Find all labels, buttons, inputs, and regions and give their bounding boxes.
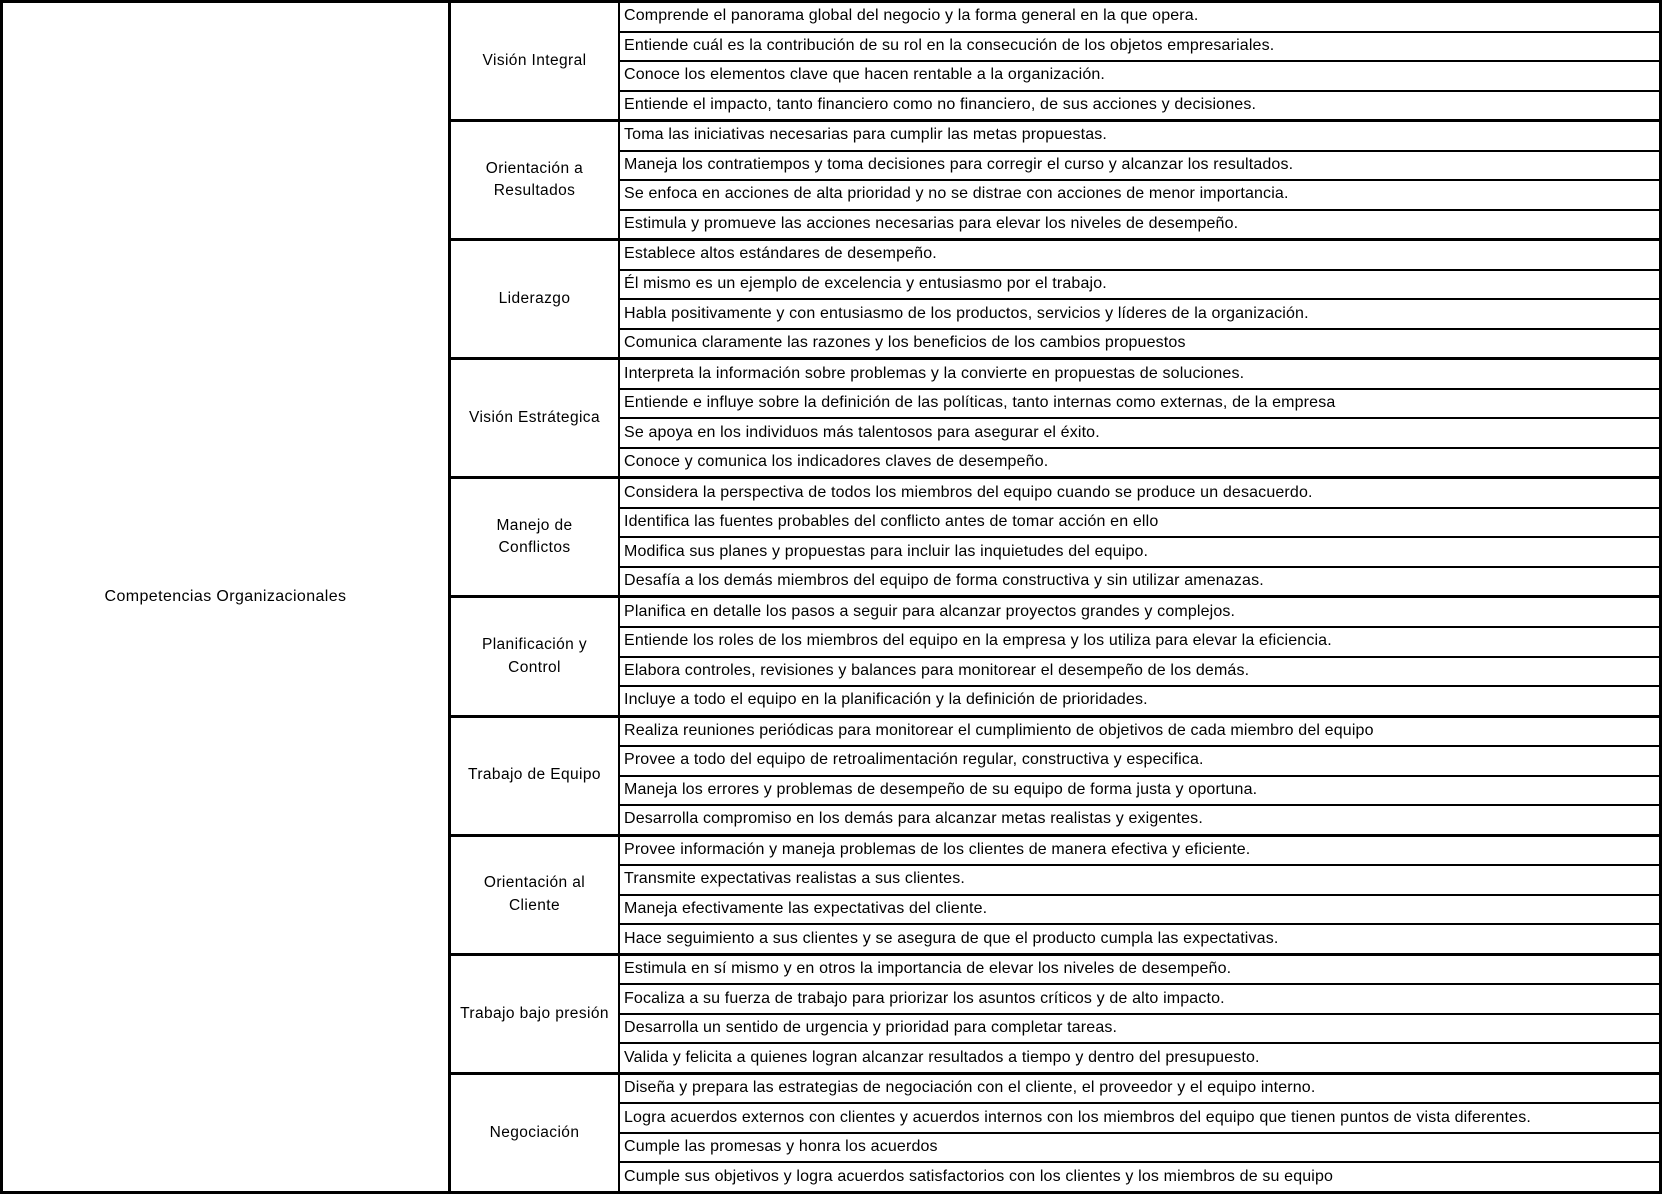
behavior-text: Maneja los contratiempos y toma decisiones para corregir el curso y alcanzar los resultados. (624, 155, 1294, 173)
behavior-text: Identifica las fuentes probables del conflicto antes de tomar acción en ello (624, 513, 1159, 531)
behavior-row (620, 360, 1659, 390)
competency-group (451, 598, 1659, 717)
competency-name-cell (451, 3, 620, 119)
behavior-row (620, 330, 1659, 358)
competency-name-cell (451, 241, 620, 357)
behavior-text: Desafía a los demás miembros del equipo de forma constructiva y sin utilizar amenazas. (624, 572, 1264, 590)
competency-group (451, 1075, 1659, 1191)
competency-group (451, 479, 1659, 598)
behavior-row (620, 1015, 1659, 1045)
behavior-text: Realiza reuniones periódicas para monitorear el cumplimiento de objetivos de cada miembro del equipo (624, 721, 1374, 739)
behavior-row (620, 568, 1659, 596)
behavior-row (620, 925, 1659, 953)
behavior-row (620, 509, 1659, 539)
competency-items (620, 837, 1659, 953)
behavior-row (620, 1134, 1659, 1164)
behavior-text: Se apoya en los individuos más talentosos para asegurar el éxito. (624, 423, 1100, 441)
behavior-row (620, 479, 1659, 509)
behavior-text: Diseña y prepara las estrategias de negociación con el cliente, el proveedor y el equipo interno. (624, 1079, 1316, 1097)
competency-items (620, 718, 1659, 834)
competency-name: Orientación al Cliente (483, 874, 586, 914)
competency-name: Manejo de Conflictos (496, 516, 573, 557)
behavior-text: Estimula en sí mismo y en otros la importancia de elevar los niveles de desempeño. (624, 960, 1232, 978)
behavior-text: Cumple las promesas y honra los acuerdos (624, 1138, 938, 1156)
behavior-row (620, 122, 1659, 152)
behavior-text: Él mismo es un ejemplo de excelencia y entusiasmo por el trabajo. (624, 274, 1107, 292)
behavior-text: Desarrolla un sentido de urgencia y prioridad para completar tareas. (624, 1019, 1118, 1037)
behavior-text: Cumple sus objetivos y logra acuerdos satisfactorios con los clientes y los miembros de su equipo (624, 1167, 1334, 1185)
behavior-row (620, 896, 1659, 926)
competency-items (620, 122, 1659, 238)
competency-name: Trabajo de Equipo (468, 766, 601, 784)
behavior-row (620, 718, 1659, 748)
behavior-text: Planifica en detalle los pasos a seguir para alcanzar proyectos grandes y complejos. (624, 602, 1236, 620)
behavior-text: Provee a todo del equipo de retroalimentación regular, constructiva y especifica. (624, 751, 1204, 769)
behavior-text: Maneja efectivamente las expectativas del cliente. (624, 899, 988, 917)
competency-group (451, 3, 1659, 122)
competency-name-cell (451, 122, 620, 238)
behavior-row (620, 181, 1659, 211)
competency-items (620, 3, 1659, 119)
behavior-text: Valida y felicita a quienes logran alcanzar resultados a tiempo y dentro del presupuesto. (624, 1048, 1260, 1066)
behavior-row (620, 1163, 1659, 1191)
behavior-row (620, 419, 1659, 449)
behavior-text: Comunica claramente las razones y los beneficios de los cambios propuestos (624, 334, 1186, 352)
behavior-row (620, 1044, 1659, 1072)
behavior-row (620, 300, 1659, 330)
competency-name-cell (451, 360, 620, 476)
behavior-row (620, 1075, 1659, 1105)
competency-items (620, 956, 1659, 1072)
behavior-text: Entiende e influye sobre la definición de las políticas, tanto internas como externas, de la empresa (624, 394, 1336, 412)
behavior-row (620, 837, 1659, 867)
competency-items (620, 241, 1659, 357)
category-label: Competencias Organizacionales (104, 588, 347, 605)
behavior-text: Desarrolla compromiso en los demás para alcanzar metas realistas y exigentes. (624, 810, 1203, 828)
behavior-row (620, 956, 1659, 986)
behavior-row (620, 628, 1659, 658)
competency-items (620, 360, 1659, 476)
competency-name-cell (451, 837, 620, 953)
competency-name-cell (451, 1075, 620, 1191)
competency-group (451, 837, 1659, 956)
behavior-row (620, 538, 1659, 568)
behavior-row (620, 598, 1659, 628)
category-cell (3, 3, 451, 1191)
competency-name: Orientación a Resultados (485, 159, 584, 200)
behavior-row (620, 152, 1659, 182)
competency-items (620, 1075, 1659, 1191)
behavior-text: Elabora controles, revisiones y balances para monitorear el desempeño de los demás. (624, 661, 1250, 679)
behavior-text: Focaliza a su fuerza de trabajo para priorizar los asuntos críticos y de alto impacto. (624, 989, 1225, 1007)
behavior-row (620, 1104, 1659, 1134)
behavior-text: Incluye a todo el equipo en la planificación y la definición de prioridades. (624, 691, 1148, 709)
behavior-text: Hace seguimiento a sus clientes y se asegura de que el producto cumpla las expectativas. (624, 929, 1279, 947)
competency-name-cell (451, 956, 620, 1072)
competency-items (620, 479, 1659, 595)
behavior-row (620, 33, 1659, 63)
behavior-row (620, 806, 1659, 834)
behavior-row (620, 687, 1659, 715)
behavior-text: Conoce y comunica los indicadores claves de desempeño. (624, 453, 1049, 471)
behavior-row (620, 211, 1659, 239)
competency-name: Negociación (489, 1123, 580, 1141)
competency-group (451, 956, 1659, 1075)
behavior-row (620, 747, 1659, 777)
behavior-row (620, 62, 1659, 92)
behavior-text: Se enfoca en acciones de alta prioridad y no se distrae con acciones de menor importancia. (624, 185, 1289, 203)
behavior-text: Estimula y promueve las acciones necesarias para elevar los niveles de desempeño. (624, 214, 1239, 232)
behavior-text: Establece altos estándares de desempeño. (624, 245, 937, 263)
behavior-text: Entiende cuál es la contribución de su rol en la consecución de los objetos empresariales. (624, 36, 1275, 54)
behavior-row (620, 777, 1659, 807)
behavior-row (620, 449, 1659, 477)
competency-name-cell (451, 598, 620, 714)
behavior-text: Considera la perspectiva de todos los miembros del equipo cuando se produce un desacuerdo. (624, 483, 1313, 501)
behavior-row (620, 3, 1659, 33)
competency-group (451, 360, 1659, 479)
behavior-text: Provee información y maneja problemas de los clientes de manera efectiva y eficiente. (624, 840, 1251, 858)
competency-name: Visión Estrátegica (469, 409, 600, 427)
competency-name: Liderazgo (498, 290, 571, 307)
behavior-text: Modifica sus planes y propuestas para incluir las inquietudes del equipo. (624, 542, 1149, 560)
behavior-text: Transmite expectativas realistas a sus clientes. (624, 870, 965, 888)
behavior-row (620, 985, 1659, 1015)
behavior-text: Logra acuerdos externos con clientes y acuerdos internos con los miembros del equipo que tienen puntos de vista diferentes. (624, 1108, 1531, 1126)
behavior-row (620, 92, 1659, 120)
behavior-text: Conoce los elementos clave que hacen rentable a la organización. (624, 66, 1106, 84)
behavior-row (620, 866, 1659, 896)
competency-group (451, 718, 1659, 837)
behavior-row (620, 271, 1659, 301)
competency-items (620, 598, 1659, 714)
behavior-text: Comprende el panorama global del negocio y la forma general en la que opera. (624, 7, 1199, 25)
behavior-text: Interpreta la información sobre problemas y la convierte en propuestas de soluciones. (624, 364, 1245, 382)
competency-name-cell (451, 479, 620, 595)
behavior-text: Toma las iniciativas necesarias para cumplir las metas propuestas. (624, 126, 1107, 144)
competency-group (451, 122, 1659, 241)
competency-name: Visión Integral (482, 51, 587, 69)
behavior-row (620, 658, 1659, 688)
groups-container (451, 3, 1659, 1191)
competency-name-cell (451, 718, 620, 834)
competency-group (451, 241, 1659, 360)
behavior-text: Entiende los roles de los miembros del equipo en la empresa y los utiliza para elevar la eficiencia. (624, 632, 1332, 650)
competency-name: Trabajo bajo presión (460, 1004, 609, 1022)
behavior-text: Maneja los errores y problemas de desempeño de su equipo de forma justa y oportuna. (624, 780, 1258, 798)
behavior-row (620, 390, 1659, 420)
behavior-row (620, 241, 1659, 271)
behavior-text: Habla positivamente y con entusiasmo de los productos, servicios y líderes de la organización. (624, 304, 1309, 322)
competency-name: Planificación y Control (481, 636, 588, 676)
behavior-text: Entiende el impacto, tanto financiero como no financiero, de sus acciones y decisiones. (624, 95, 1257, 113)
